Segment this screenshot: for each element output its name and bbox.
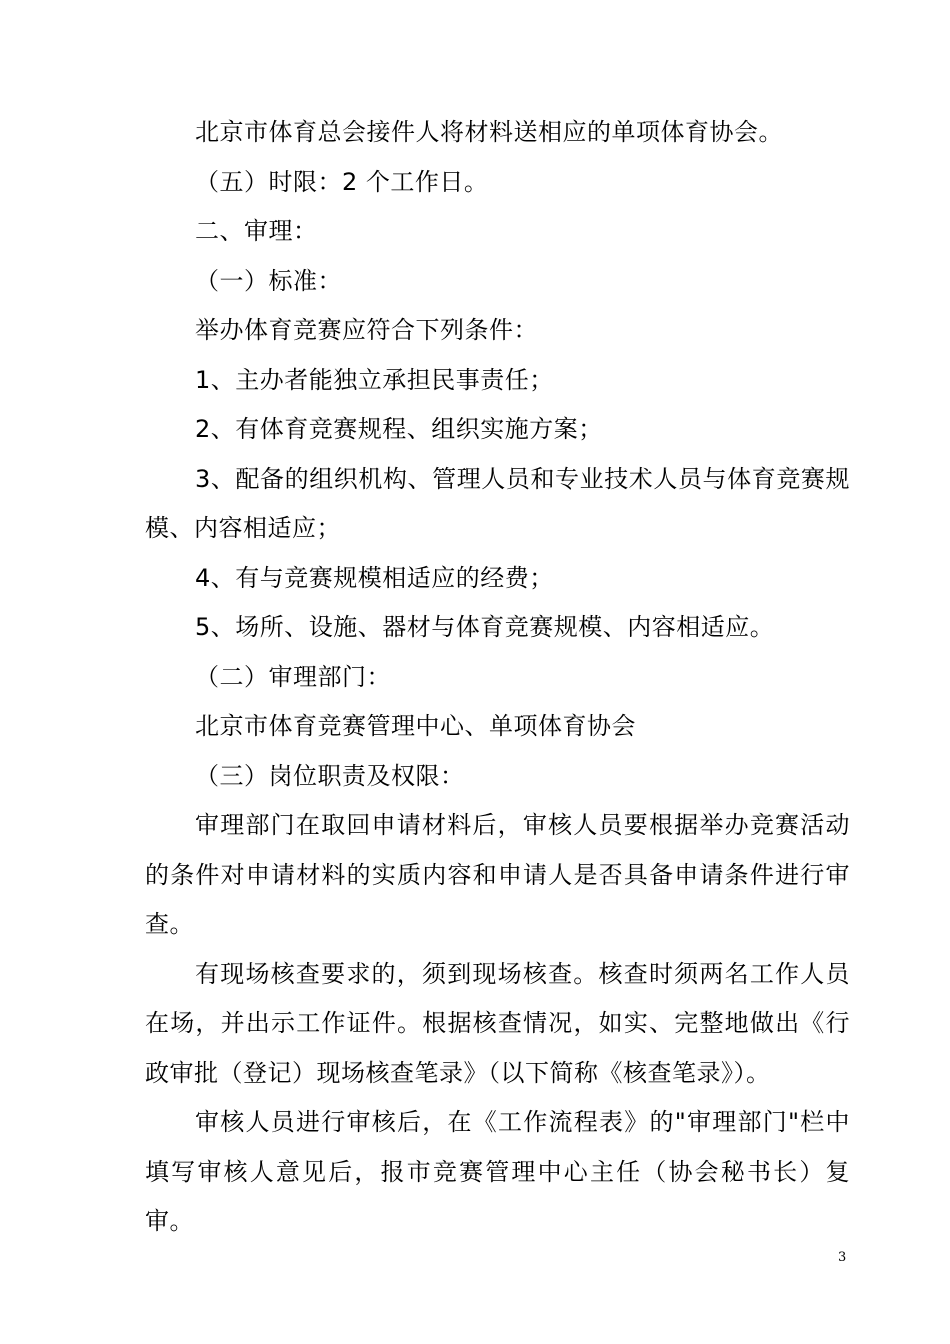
document-body — [145, 108, 850, 1247]
list-item: 1、主办者能独立承担民事责任； — [195, 365, 554, 394]
subsection-heading: （二）审理部门： — [195, 662, 391, 691]
paragraph: 举办体育竞赛应符合下列条件： — [195, 316, 538, 344]
list-item: 3、配备的组织机构、管理人员和专业技术人员与体育竞赛规模、内容相适应； — [145, 464, 850, 542]
paragraph: 北京市体育竞赛管理中心、单项体育协会 — [195, 712, 636, 740]
paragraph: （五）时限：2 个工作日。 — [195, 167, 489, 196]
paragraph: 审核人员进行审核后，在《工作流程表》的"审理部门"栏中填写审核人意见后，报市竞赛管理中心主任（协会秘书长）复审。 — [145, 1108, 850, 1235]
list-item: 5、场所、设施、器材与体育竞赛规模、内容相适应。 — [195, 613, 775, 641]
list-item: 2、有体育竞赛规程、组织实施方案； — [195, 415, 603, 443]
subsection-heading: （一）标准： — [195, 266, 342, 295]
list-item: 4、有与竞赛规模相适应的经费； — [195, 563, 554, 592]
section-heading: 二、审理： — [195, 217, 318, 245]
paragraph: 有现场核查要求的，须到现场核查。核查时须两名工作人员在场，并出示工作证件。根据核查情况，如实、完整地做出《行政审批（登记）现场核查笔录》（以下简称《核查笔录》）。 — [145, 959, 850, 1087]
subsection-heading: （三）岗位职责及权限： — [195, 761, 465, 790]
paragraph: 北京市体育总会接件人将材料送相应的单项体育协会。 — [195, 118, 783, 146]
paragraph: 审理部门在取回申请材料后，审核人员要根据举办竞赛活动的条件对申请材料的实质内容和申请人是否具备申请条件进行审查。 — [145, 811, 850, 938]
page-number: 3 — [838, 1250, 847, 1265]
